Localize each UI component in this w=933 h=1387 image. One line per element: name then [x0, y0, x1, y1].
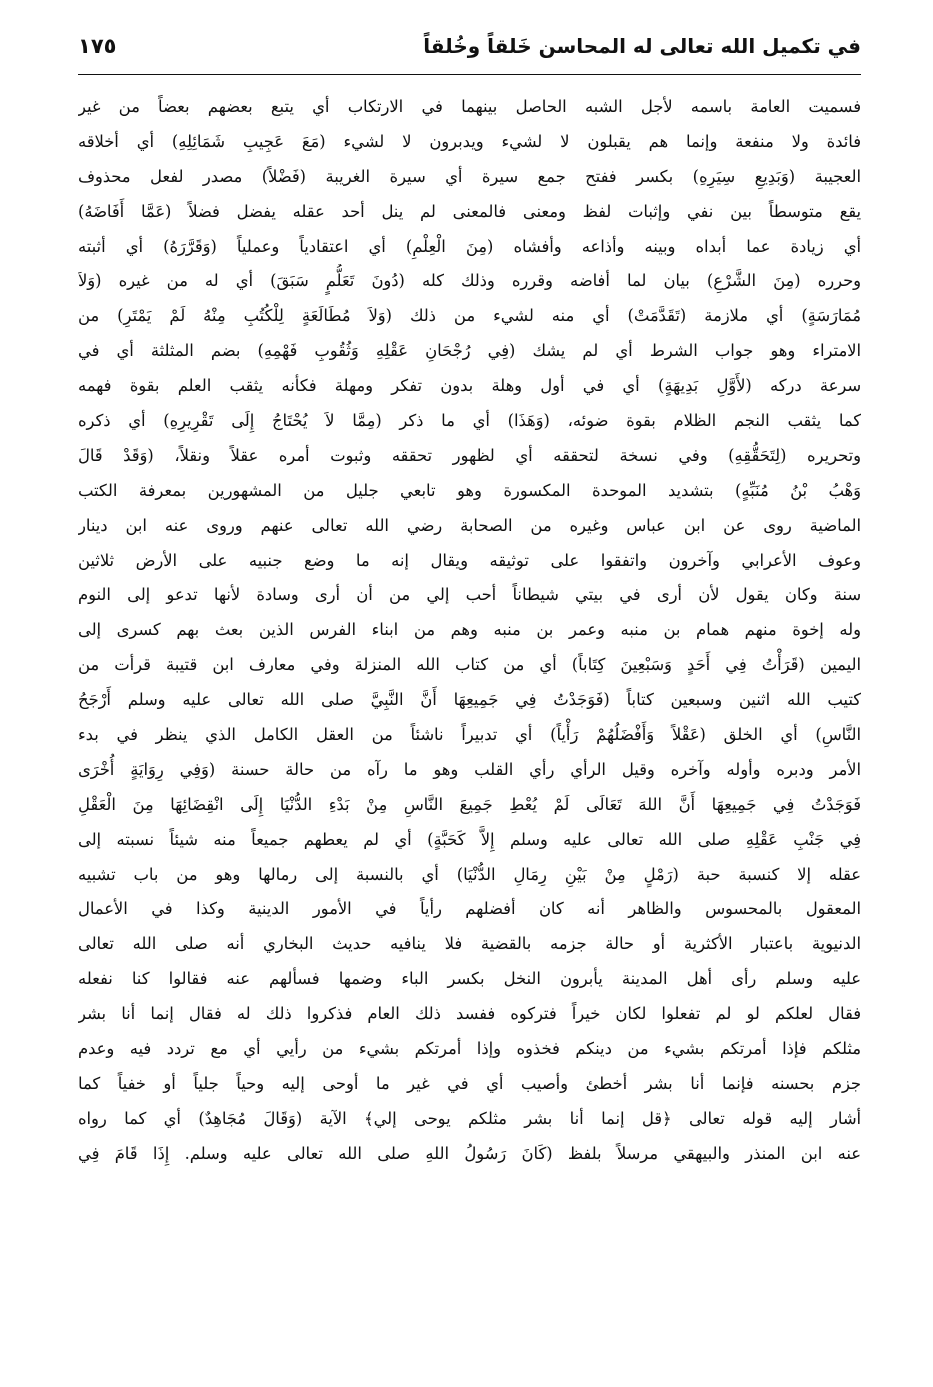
text-line: عنه ابن المنذر والبيهقي مرسلاً بلفظ (كَانَ رَسُولُ اللهِ صلى الله تعالى عليه وسلم. إِذَا قَامَ فِي — [78, 1143, 861, 1163]
text-line: فقال لعلكم لو لم تفعلوا لكان خيراً فتركوه ففسد ذلك العام فذكروا ذلك له فقال إنما أنا بشر — [78, 1004, 861, 1024]
text-line: وتحريره (لِتَحَقُّقِهِ) وفي نسخة لتحققه أي لظهور تحققه وثبوت أمره عقلاً ونقلاً، (وَقَدْ قَالَ — [78, 445, 861, 465]
text-line: كتيب الله اثنين وسبعين كتاباً (فَوَجَدْتُ فِي جَمِيعِهَا أَنَّ النَّبِيَّ صلى الله تعالى عليه وسلم أَرْجَحُ — [78, 690, 861, 710]
text-line: وله إخوة منهم همام بن منبه وعمر بن منبه وهم من ابناء الفرس الذين بعث بهم كسرى إلى — [78, 620, 861, 640]
text-line: الماضية روى عن ابن عباس وغيره من الصحابة رضي الله تعالى عنهم وروى عنه ابن دينار — [78, 515, 861, 535]
text-line: يقع متوسطاً بين نفي وإثبات لفظ ومعنى فالمعنى لم ينل أحد عقله يفضل فضلاً (عَمَّا أَفَاضَهُ) — [78, 201, 861, 221]
body-text — [78, 90, 861, 1172]
text-line: عقله إلا كنسبة حبة (رَمْلٍ مِنْ بَيْنِ رِمَالِ الدُّنْيَا) أي بالنسبة إلى رمالها وهو من باب تشبيه — [78, 864, 861, 884]
text-line: الامتراء وهو جواب الشرط أي لم يشك (فِي رُجْحَانِ عَقْلِهِ وَثُقُوبِ فَهْمِهِ) بضم المثلثة أي في — [78, 341, 861, 361]
page-number: ١٧٥ — [78, 34, 117, 58]
text-line: جزم بحسنه فإنما أنا بشر أخطئ وأصيب أي في غير ما أوحى إليه وحياً جلياً أو خفياً كما — [78, 1073, 861, 1093]
text-line: اليمين (قَرَأْتُ فِي أَحَدٍ وَسَبْعِينَ كِتَاباً) أي من كتاب الله المنزلة وفي معارف ابن قتيبة قرأت من — [78, 655, 861, 675]
text-line: أي زيادة عما أبداه وبينه وأذاعه وأفشاه (مِنَ الْعِلْمِ) أي اعتقادياً وعملياً (وَقَرَّرَهُ) أي أثبته — [78, 236, 861, 256]
text-line: وَهْبُ بْنُ مُنَبِّهٍ) بتشديد الموحدة المكسورة وهو تابعي جليل من المشهورين بمعرفة الكتب — [78, 480, 861, 500]
text-line: وعوف الأعرابي وآخرون واتفقوا على توثيقه ويقال إنه ما وضع جنبيه على الأرض ثلاثين — [78, 550, 861, 570]
text-line: عليه وسلم رأى أهل المدينة يأبرون النخل بكسر الباء وضمها فسألهم عنه فقالوا كنا نفعله — [78, 969, 861, 989]
header-rule — [78, 74, 861, 75]
text-line: الدنيوية باعتبار الأكثرية أو حالة جزمه بالقضية فلا ينافيه حديث البخاري أنه صلى الله تعالى — [78, 934, 861, 954]
text-line: العجيبة (وَبَدِيعِ سِيَرِهِ) بكسر ففتح جمع سيرة أي سيرة الغريبة (فَضْلاً) مصدر لفعل محذوف — [78, 166, 861, 186]
text-line: فسميت العامة باسمه لأجل الشبه الحاصل بينهما في الارتكاب أي يتبع بعضهم بعضاً من غير — [78, 97, 861, 116]
running-title: في تكميل الله تعالى له المحاسن خَلقاً وخُلقاً — [423, 34, 861, 58]
text-line: سرعة دركه (لأَوَّلِ بَدِيهَةٍ) أي في أول وهلة بدون تفكر ومهلة فكأنه يثقب العلم بقوة فهمه — [78, 376, 861, 396]
text-line: النَّاسِ) أي الخلق (عَقْلاً وَأَفْضَلُهُمْ رَأْياً) أي تدبيراً ناشئاً من العقل الكامل الذي ينظر في بدء — [78, 725, 861, 745]
text-line: أشار إليه قوله تعالى ﴿قل إنما أنا بشر مثلكم يوحى إلي﴾ الآية (وَقَالَ مُجَاهِدٌ) أي كما رواه — [78, 1108, 861, 1128]
text-line: المعقول بالمحسوس والظاهر أنه كان أفضلهم رأياً في الأمور الدينية وكذا في الأعمال — [78, 899, 861, 919]
text-line: كما يثقب النجم الظلام بقوة ضوئه، (وَهَذَا) أي ما ذكر (مِمَّا لاَ يُحْتَاجُ إِلَى تَقْرِيرِهِ) أي ذكره — [78, 411, 861, 431]
text-line: فائدة ولا منفعة وإنما هم يقبلون لا لشيء ويدبرون لا لشيء (مَعَ عَجِيبِ شَمَائِلِهِ) أي أخلاقه — [78, 131, 861, 151]
page-header — [78, 28, 861, 68]
text-line: مُمَارَسَةٍ) أي ملازمة (تَقَدَّمَتْ) أي منه لشيء من ذلك (وَلاَ مُطَالَعَةٍ لِلْكُتُبِ مِنْهُ لَمْ يَمْتَرِ) من — [78, 306, 861, 326]
text-line: فَوَجَدْتُ فِي جَمِيعِهَا أَنَّ اللهَ تَعَالَى لَمْ يُعْطِ جَمِيعَ النَّاسِ مِنْ بَدْءِ الدُّنْيَا إِلَى انْقِضَائِهَا مِنَ الْعَقْلِ — [78, 794, 861, 814]
text-line: فِي جَنْبِ عَقْلِهِ صلى الله تعالى عليه وسلم إِلاَّ كَحَبَّةٍ) أي لم يعطهم جميعاً منه شيئاً نسبته إلى — [78, 829, 861, 849]
text-line: وحرره (مِنَ الشَّرْعِ) بيان لما أفاضه وقرره وذلك كله (دُونَ تَعَلُّمٍ سَبَقَ) أي له من غيره (وَلاَ — [78, 271, 861, 291]
text-line: سنة وكان يقول لأن أرى في بيتي شيطاناً أحب إلي من أن أرى وسادة لأنها تدعو إلى النوم — [78, 585, 861, 605]
text-line: مثلكم فإذا أمرتكم بشيء من دينكم فخذوه وإذا أمرتكم بشيء من رأيي أي مع تردد فيه وعدم — [78, 1039, 861, 1059]
text-line: الأمر ودبره وأوله وآخره وقيل الرأي رأي القلب وهو ما رآه من حالة حسنة (وَفِي رِوَايَةٍ أُخْرَى — [78, 759, 861, 779]
